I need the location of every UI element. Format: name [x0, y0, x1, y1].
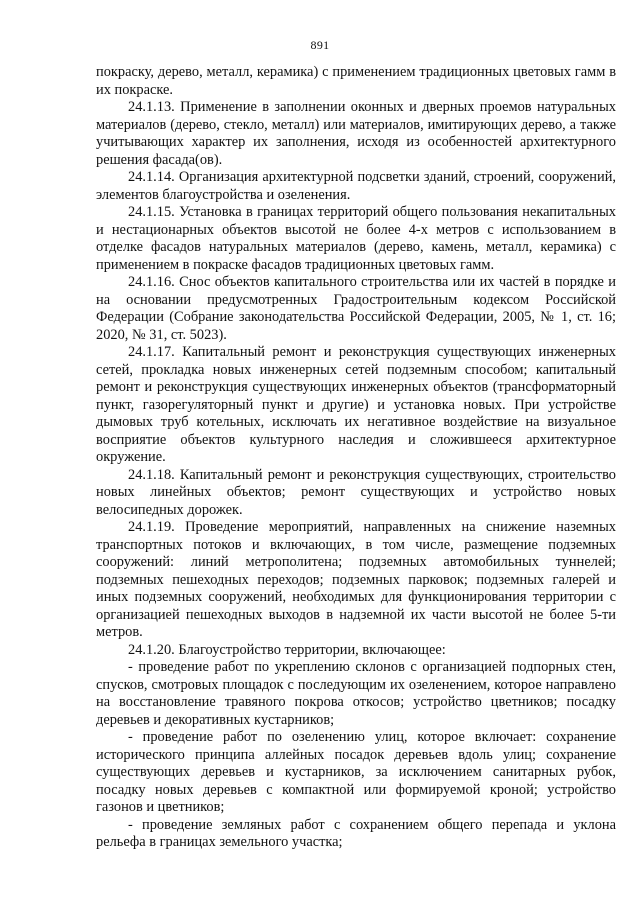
paragraph-continuation: покраску, дерево, металл, керамика) с применением традиционных цветовых гамм в их покраске. — [96, 64, 616, 98]
paragraph-24-1-18: 24.1.18. Капитальный ремонт и реконструкция существующих, строительство новых линейных объектов; ремонт существующих и устройство новых велосипедных дорожек. — [96, 466, 616, 518]
paragraph-24-1-16: 24.1.16. Снос объектов капитального строительства или их частей в порядке и на основании предусмотренных Градостроительным кодексом Российской Федерации (Собрание законодательства Российской Федерации, 2005, № 1, ст. 16; 2020, № 31, ст. 5023). — [96, 274, 616, 343]
paragraph-24-1-19: 24.1.19. Проведение мероприятий, направленных на снижение наземных транспортных потоков и включающих, в том числе, размещение подземных сооружений: линий метрополитена; подземных автомобильных туннелей; подземных пешеходных переходов; подземных парковок; подземных галерей и иных подземных сооружений, необходимых для функционирования территории с организацией пешеходных выходов в надземной их части высотой не более 5-ти метров. — [96, 519, 616, 640]
list-item-greening: - проведение работ по озеленению улиц, которое включает: сохранение исторического принципа аллейных посадок деревьев вдоль улиц; сохранение существующих деревьев и кустарников, за исключением санитарных рубок, посадку новых деревьев с компактной или формируемой кроной; устройство газонов и цветников; — [96, 729, 616, 815]
list-item-slopes: - проведение работ по укреплению склонов с организацией подпорных стен, спусков, смотровых площадок с последующим их озеленением, которое направлено на восстановление травяного покрова откосов; устройство цветников; посадку деревьев и декоративных кустарников; — [96, 659, 616, 728]
paragraph-24-1-14: 24.1.14. Организация архитектурной подсветки зданий, строений, сооружений, элементов благоустройства и озеленения. — [96, 169, 616, 203]
page-number: 891 — [310, 38, 330, 52]
paragraph-24-1-13: 24.1.13. Применение в заполнении оконных и дверных проемов натуральных материалов (дерево, стекло, металл) или материалов, имитирующих дерево, а также учитывающих характер их заполнения, исходя из особенностей архитектурного решения фасада(ов). — [96, 99, 616, 168]
paragraph-24-1-15: 24.1.15. Установка в границах территорий общего пользования некапитальных и нестационарных объектов высотой не более 4-х метров с использованием в отделке фасадов натуральных материалов (дерево, камень, металл, керамика) с применением в покраске фасадов традиционных цветовых гамм. — [96, 204, 616, 273]
list-item-earthworks: - проведение земляных работ с сохранением общего перепада и уклона рельефа в границах земельного участка; — [96, 816, 616, 850]
document-body — [96, 64, 616, 852]
paragraph-24-1-17: 24.1.17. Капитальный ремонт и реконструкция существующих инженерных сетей, прокладка новых инженерных сетей подземным способом; капитальный ремонт и реконструкция существующих инженерных объектов (трансформаторный пункт, газорегуляторный пункт и другие) и установка новых. При устройстве дымовых труб котельных, исключать их негативное воздействие на визуальное восприятие объектов культурного наследия и сложившееся архитектурное окружение. — [96, 344, 616, 465]
paragraph-24-1-20: 24.1.20. Благоустройство территории, включающее: — [128, 641, 446, 658]
